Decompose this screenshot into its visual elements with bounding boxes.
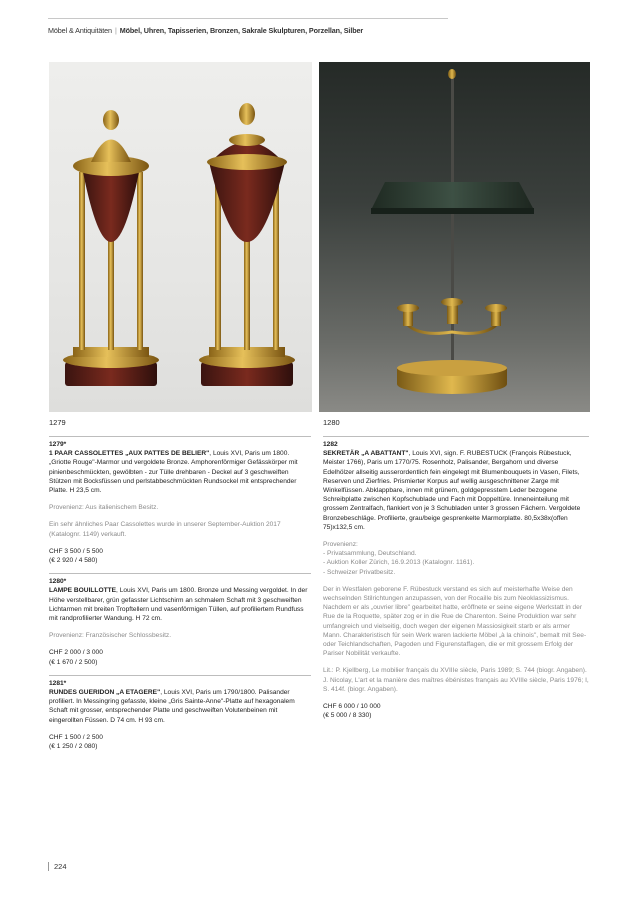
lot-title-rest: , Louis XVI, sign. F. RUBESTUCK (François Rübestuck, Meister 1766), Paris um 1770/75. bbox=[323, 450, 572, 467]
lot-title: 1 PAAR CASSOLETTES „AUX PATTES DE BELIER" bbox=[49, 450, 210, 458]
lot-literature: Lit.: P. Kjellberg, Le mobilier français du XVIIIe siècle, Paris 1989; S. 744 (biogr. Angaben). J. Nicolay, L'art et la manière des maîtres ébénistes français au XVIIIe siècle, Paris 1976; I, S. 414f. (biogr. Angaben). bbox=[323, 667, 589, 693]
lot-title: LAMPE BOUILLOTTE bbox=[49, 587, 117, 595]
lot-estimate-chf: CHF 2 000 / 3 000 bbox=[49, 649, 103, 657]
lot-description bbox=[49, 586, 311, 623]
lot-entry-1281 bbox=[49, 675, 311, 751]
lot-body: „Griotte Rouge"-Marmor und vergoldete Bronze. Amphorenförmiger Gefässkörper mit pinienbeschmückten, gewölbten - zur Tülle drehbaren - Deckel auf 3 geschweiften Stützen mit Bocksfüssen und perlstabbeschmückten Rundsockel mit entsprechender Platte. H 23,5 cm. bbox=[49, 459, 298, 495]
lot-number: 1281* bbox=[49, 679, 67, 687]
lot-estimate-eur: (€ 2 920 / 4 580) bbox=[49, 557, 98, 565]
left-column bbox=[49, 436, 311, 759]
lot-estimate-eur: (€ 5 000 / 8 330) bbox=[323, 712, 372, 720]
photo-lot-1279 bbox=[49, 62, 312, 412]
lot-title-rest: , Louis XVI, Paris um 1800. bbox=[209, 450, 290, 458]
footer-divider bbox=[48, 862, 49, 871]
lot-provenance: Provenienz: Aus italienischem Besitz. bbox=[49, 504, 159, 512]
lot-entry-1280 bbox=[49, 573, 311, 667]
divider bbox=[323, 436, 589, 437]
lot-estimate-chf: CHF 3 500 / 5 500 bbox=[49, 547, 103, 555]
lot-title-rest: , Louis XVI, Paris um 1790/1800. bbox=[160, 689, 257, 697]
lot-estimate-chf: CHF 1 500 / 2 500 bbox=[49, 733, 103, 741]
divider bbox=[49, 573, 311, 574]
lot-title-rest: , Louis XVI, Paris um 1800. bbox=[116, 587, 196, 595]
lot-body: Bronze und Messing vergoldet. In der Höhe verstellbarer, grün gefasster Lichtschirm an schmalem Schaft mit 3 geschweiften Lichtarmen mit breiten Tropftellern und vasenförmigen Tüllen, auf profiliertem Rundfuss mit randprofilierter Wandung. H 72 cm. bbox=[49, 587, 308, 623]
provenance-item: - Privatsammlung, Deutschland. bbox=[323, 550, 417, 558]
lot-number: 1282 bbox=[323, 441, 338, 448]
provenance-item: - Auktion Koller Zürich, 16.9.2013 (Katalognr. 1161). bbox=[323, 559, 475, 567]
lot-provenance: Provenienz: Französischer Schlossbesitz. bbox=[49, 632, 172, 640]
lot-number: 1280* bbox=[49, 578, 67, 586]
lot-note: Ein sehr ähnliches Paar Cassolettes wurde in unserer September-Auktion 2017 (Katalognr. 1149) verkauft. bbox=[49, 521, 281, 538]
header-subsection: Möbel, Uhren, Tapisserien, Bronzen, Sakrale Skulpturen, Porzellan, Silber bbox=[119, 26, 364, 35]
lot-body: Rosenholz, Palisander, Bergahorn und diverse Edelhölzer allseitig ausserordentlich fein eingelegt mit Blumenbouquets in Vasen, Filets, Reserven und Zierfries. Prismierter Korpus auf wellig ausgeschnittener Zarge mit Winkelfüssen. Abklappbare, innen mit grünem, goldgepresstem Leder bezogene Schreibplatte zwischen Kopfschublade und Fach mit Doppeltüre. Inneneinteilung mit grossem Zentralfach, flankiert von je 3 Schubladen unter 3 grossen Fächern. Vergoldete Bronzebeschläge. Profilierte, grau/beige gesprenkelte Marmorplatte. 80,5x38x(offen 75)x132,5 cm. bbox=[323, 459, 581, 531]
provenance-label: Provenienz: bbox=[323, 541, 358, 549]
lot-title: RUNDES GUERIDON „A ETAGERE" bbox=[49, 689, 161, 697]
lot-description bbox=[49, 688, 311, 725]
lot-number: 1279* bbox=[49, 441, 67, 448]
divider bbox=[49, 675, 311, 676]
lot-essay: Der in Westfalen geborene F. Rübestuck verstand es sich auf meisterhafte Weise den wechselnden Stilrichtungen anzupassen, von der Rocaille bis zum Neoklassizismus. Nachdem er als „ouvrier libre" gearbeitet hatte, eröffnete er seine eigene Werkstatt in der Rue de la Roquette, später zog er in die Rue de Charenton. Seine Produktion war sehr umfangreich und vielseitig, doch wegen der eigenen Massiosigkeit starb er als armer Mann. Charakteristisch für sein Werk waren lackierte Möbel „à la chinois", bemalt mit See- oder Teichlandschaften, Pagoden und Figurenstaffagen, die er mit grossem Erfolg der Pariser Nobilität verkaufte. bbox=[323, 585, 587, 658]
provenance-block bbox=[323, 540, 589, 577]
photo-caption-lot-1279: 1279 bbox=[49, 418, 66, 427]
top-rule bbox=[48, 18, 448, 19]
lot-description bbox=[49, 449, 311, 495]
lot-estimate-eur: (€ 1 250 / 2 080) bbox=[49, 743, 98, 751]
header-section: Möbel & Antiquitäten bbox=[48, 26, 112, 35]
photo-caption-lot-1280: 1280 bbox=[323, 418, 340, 427]
header-separator: | bbox=[114, 26, 117, 35]
lot-entry-1279 bbox=[49, 436, 311, 565]
lot-estimate-eur: (€ 1 670 / 2 500) bbox=[49, 658, 98, 666]
running-header bbox=[48, 26, 363, 35]
right-column bbox=[323, 436, 589, 720]
lot-body: Palisander profiliert. In Messingring gefasste, kleine „Gris Sainte-Anne"-Platte auf hexagonalem Schaft mit grosser, entsprechender Platte und geschweiften Volutenbeinen mit eingerollten Füssen. D 74 cm. H 93 cm. bbox=[49, 689, 295, 724]
lot-title: SEKRETÄR „A ABATTANT" bbox=[323, 450, 409, 458]
cassolettes-illustration bbox=[49, 62, 312, 412]
page-number: 224 bbox=[54, 862, 67, 871]
lot-description bbox=[323, 449, 589, 532]
lot-estimate-chf: CHF 6 000 / 10 000 bbox=[323, 703, 381, 711]
divider bbox=[49, 436, 311, 437]
provenance-item: - Schweizer Privatbesitz. bbox=[323, 568, 396, 576]
bouillotte-lamp-illustration bbox=[319, 62, 590, 412]
photo-lot-1280 bbox=[319, 62, 590, 412]
